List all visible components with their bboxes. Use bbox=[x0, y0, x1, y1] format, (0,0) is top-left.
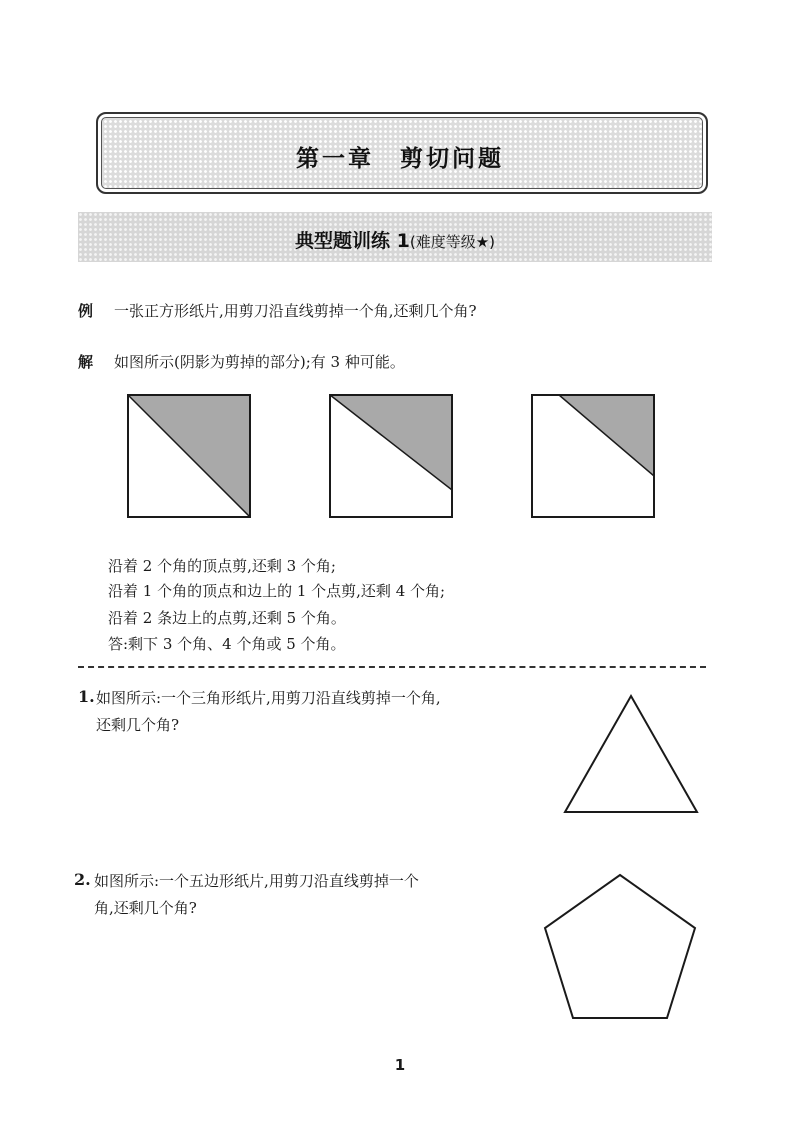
solution-text: 如图所示(阴影为剪掉的部分);有 3 种可能。 bbox=[114, 353, 405, 371]
square-figure-2 bbox=[329, 394, 453, 518]
section-title bbox=[78, 226, 712, 253]
question-2-line-1: 如图所示:一个五边形纸片,用剪刀沿直线剪掉一个 bbox=[94, 872, 419, 890]
example-label: 例 bbox=[78, 302, 94, 320]
chapter-title: 第一章 剪切问题 bbox=[296, 146, 504, 172]
question-1-line-2: 还剩几个角? bbox=[96, 716, 180, 734]
question-1-number: 1. bbox=[78, 687, 95, 706]
square-figure-1 bbox=[127, 394, 251, 518]
dashed-divider bbox=[78, 666, 706, 668]
question-2-number: 2. bbox=[74, 870, 91, 889]
solution-label: 解 bbox=[78, 353, 94, 371]
pentagon-figure bbox=[542, 872, 698, 1022]
square-figure-3 bbox=[531, 394, 655, 518]
page-number: 1 bbox=[394, 1056, 406, 1074]
section-title-main: 典型题训练 1 bbox=[295, 230, 410, 252]
solution-line-1: 沿着 2 个角的顶点剪,还剩 3 个角; bbox=[108, 557, 336, 575]
question-2-line-2: 角,还剩几个角? bbox=[94, 899, 197, 917]
solution-line-2: 沿着 1 个角的顶点和边上的 1 个点剪,还剩 4 个角; bbox=[108, 582, 446, 600]
triangle-figure bbox=[562, 693, 700, 815]
question-1-line-1: 如图所示:一个三角形纸片,用剪刀沿直线剪掉一个角, bbox=[96, 689, 441, 707]
example-text: 一张正方形纸片,用剪刀沿直线剪掉一个角,还剩几个角? bbox=[114, 302, 477, 320]
solution-line-3: 沿着 2 条边上的点剪,还剩 5 个角。 bbox=[108, 609, 346, 627]
section-difficulty: (难度等级★) bbox=[409, 233, 495, 251]
solution-answer: 答:剩下 3 个角、4 个角或 5 个角。 bbox=[108, 635, 346, 653]
